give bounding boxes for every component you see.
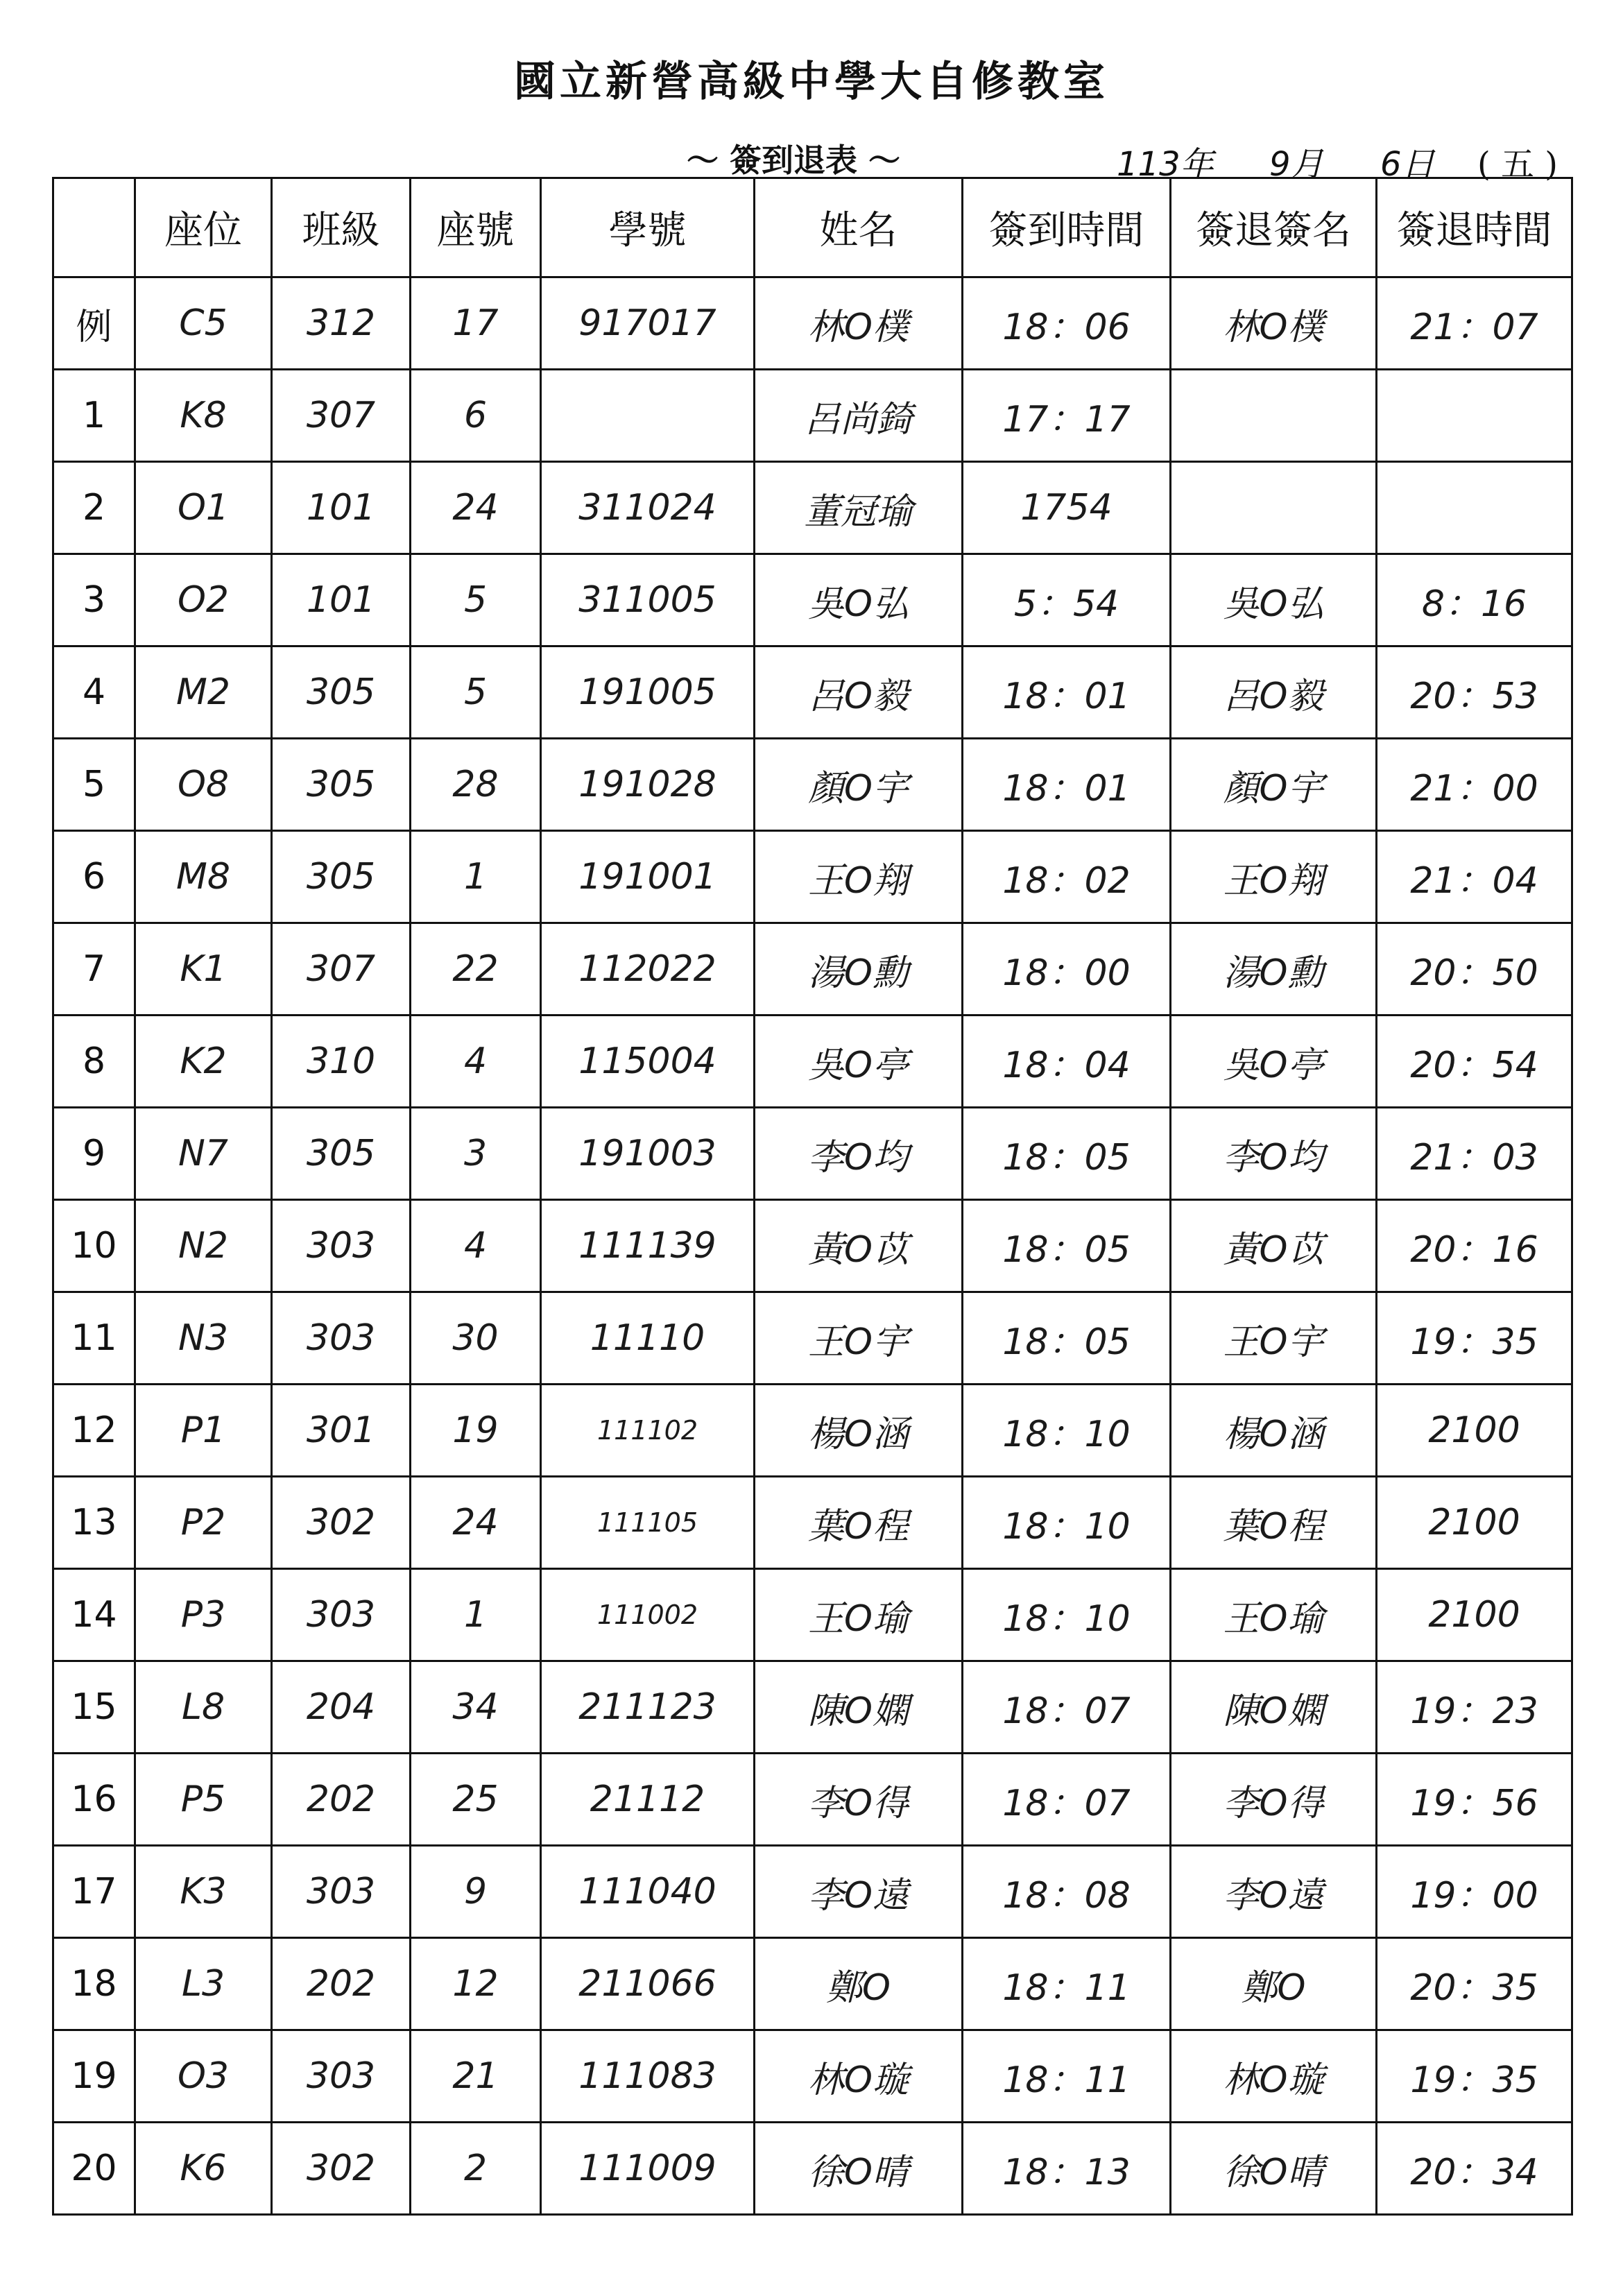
student-id-cell: 191005: [541, 646, 755, 739]
name-cell: 王O宇: [755, 1292, 963, 1385]
class-cell: 101: [272, 554, 411, 646]
sign-in-time-cell: 18：02: [963, 831, 1171, 923]
row-index: 14: [53, 1569, 135, 1661]
row-index: 1: [53, 370, 135, 462]
col-header-student-id: 學號: [541, 178, 755, 277]
row-index: 16: [53, 1754, 135, 1846]
sign-out-time-cell: 20：54: [1377, 1016, 1572, 1108]
student-id-cell: 11110: [541, 1292, 755, 1385]
row-index: 8: [53, 1016, 135, 1108]
row-index: 3: [53, 554, 135, 646]
student-id-cell: 311024: [541, 462, 755, 554]
seat-number-cell: 24: [411, 462, 541, 554]
name-cell: 李O均: [755, 1108, 963, 1200]
col-header-index: [53, 178, 135, 277]
sign-out-time-cell: 20：50: [1377, 923, 1572, 1016]
sign-out-signature-cell: 呂O毅: [1171, 646, 1377, 739]
sign-out-signature-cell: 顏O宇: [1171, 739, 1377, 831]
sign-out-time-cell: 19：56: [1377, 1754, 1572, 1846]
class-cell: 303: [272, 1292, 411, 1385]
seat-number-cell: 34: [411, 1661, 541, 1754]
seat-number-cell: 9: [411, 1846, 541, 1938]
seat-cell: K2: [135, 1016, 272, 1108]
sign-out-time-cell: 8：16: [1377, 554, 1572, 646]
class-cell: 305: [272, 646, 411, 739]
sign-in-time-cell: 18：10: [963, 1477, 1171, 1569]
page-subtitle: ～ 簽到退表 ～: [687, 142, 901, 179]
name-cell: 林O樸: [755, 277, 963, 370]
name-cell: 黃O苡: [755, 1200, 963, 1292]
sign-out-time-cell: 19：35: [1377, 2030, 1572, 2123]
class-cell: 307: [272, 923, 411, 1016]
sign-in-time-cell: 18：07: [963, 1754, 1171, 1846]
name-cell: 徐O晴: [755, 2123, 963, 2215]
student-id-cell: 111040: [541, 1846, 755, 1938]
sign-in-time-cell: 17：17: [963, 370, 1171, 462]
seat-number-cell: 1: [411, 1569, 541, 1661]
sign-in-time-cell: 18：05: [963, 1200, 1171, 1292]
sign-in-time-cell: 18：04: [963, 1016, 1171, 1108]
name-cell: 呂O毅: [755, 646, 963, 739]
row-index: 2: [53, 462, 135, 554]
sign-in-time-cell: 18：08: [963, 1846, 1171, 1938]
date-weekday: ( 五 ): [1477, 145, 1558, 184]
seat-cell: K6: [135, 2123, 272, 2215]
sign-out-signature-cell: 黃O苡: [1171, 1200, 1377, 1292]
seat-cell: N3: [135, 1292, 272, 1385]
sign-out-signature-cell: 李O得: [1171, 1754, 1377, 1846]
sign-in-time-cell: 18：00: [963, 923, 1171, 1016]
sign-out-time-cell: 2100: [1377, 1477, 1572, 1569]
date-day: 6日: [1380, 145, 1435, 184]
date-year: 113年: [1117, 145, 1214, 184]
student-id-cell: 111102: [541, 1385, 755, 1477]
class-cell: 303: [272, 1569, 411, 1661]
sign-in-time-cell: 18：11: [963, 2030, 1171, 2123]
seat-number-cell: 19: [411, 1385, 541, 1477]
class-cell: 307: [272, 370, 411, 462]
sign-in-time-cell: 18：10: [963, 1569, 1171, 1661]
table-row: [53, 1016, 1572, 1108]
seat-number-cell: 4: [411, 1200, 541, 1292]
seat-number-cell: 24: [411, 1477, 541, 1569]
col-header-name: 姓名: [755, 178, 963, 277]
header-row: [53, 178, 1572, 277]
sign-out-time-cell: 21：07: [1377, 277, 1572, 370]
table-row: [53, 2123, 1572, 2215]
class-cell: 303: [272, 1200, 411, 1292]
seat-number-cell: 22: [411, 923, 541, 1016]
sign-in-time-cell: 5：54: [963, 554, 1171, 646]
row-index: 12: [53, 1385, 135, 1477]
seat-cell: L3: [135, 1938, 272, 2030]
student-id-cell: 311005: [541, 554, 755, 646]
name-cell: 王O瑜: [755, 1569, 963, 1661]
sign-out-time-cell: 19：00: [1377, 1846, 1572, 1938]
seat-number-cell: 6: [411, 370, 541, 462]
sign-out-time-cell: [1377, 462, 1572, 554]
seat-cell: K8: [135, 370, 272, 462]
name-cell: 李O得: [755, 1754, 963, 1846]
name-cell: 湯O勳: [755, 923, 963, 1016]
seat-cell: K1: [135, 923, 272, 1016]
row-index: 11: [53, 1292, 135, 1385]
table-row: [53, 1292, 1572, 1385]
class-cell: 305: [272, 1108, 411, 1200]
sign-in-time-cell: 18：07: [963, 1661, 1171, 1754]
col-header-class: 班級: [272, 178, 411, 277]
student-id-cell: 111083: [541, 2030, 755, 2123]
sign-out-time-cell: 2100: [1377, 1385, 1572, 1477]
col-header-sign-in-time: 簽到時間: [963, 178, 1171, 277]
seat-cell: M8: [135, 831, 272, 923]
name-cell: 林O璇: [755, 2030, 963, 2123]
class-cell: 305: [272, 831, 411, 923]
table-row: [53, 923, 1572, 1016]
sign-out-signature-cell: 湯O勳: [1171, 923, 1377, 1016]
seat-cell: O3: [135, 2030, 272, 2123]
table-row: [53, 1569, 1572, 1661]
sign-in-time-cell: 1754: [963, 462, 1171, 554]
student-id-cell: 211123: [541, 1661, 755, 1754]
seat-number-cell: 5: [411, 646, 541, 739]
student-id-cell: 191003: [541, 1108, 755, 1200]
name-cell: 陳O嫻: [755, 1661, 963, 1754]
row-index: 15: [53, 1661, 135, 1754]
sign-out-time-cell: 19：35: [1377, 1292, 1572, 1385]
table-row: [53, 1108, 1572, 1200]
name-cell: 吳O亭: [755, 1016, 963, 1108]
table-row: [53, 1661, 1572, 1754]
student-id-cell: 111105: [541, 1477, 755, 1569]
seat-number-cell: 21: [411, 2030, 541, 2123]
name-cell: 呂尚錡: [755, 370, 963, 462]
table-row: [53, 1846, 1572, 1938]
seat-cell: O2: [135, 554, 272, 646]
sign-in-time-cell: 18：13: [963, 2123, 1171, 2215]
sign-out-time-cell: 20：53: [1377, 646, 1572, 739]
row-index: 6: [53, 831, 135, 923]
row-index: 13: [53, 1477, 135, 1569]
class-cell: 302: [272, 1477, 411, 1569]
class-cell: 312: [272, 277, 411, 370]
sign-out-signature-cell: 王O宇: [1171, 1292, 1377, 1385]
sign-in-time-cell: 18：01: [963, 739, 1171, 831]
table-row: [53, 1385, 1572, 1477]
row-index: 19: [53, 2030, 135, 2123]
sign-out-signature-cell: 徐O晴: [1171, 2123, 1377, 2215]
name-cell: 顏O宇: [755, 739, 963, 831]
sign-out-signature-cell: 李O均: [1171, 1108, 1377, 1200]
table-row: [53, 646, 1572, 739]
seat-cell: K3: [135, 1846, 272, 1938]
sign-out-signature-cell: 林O樸: [1171, 277, 1377, 370]
name-cell: 王O翔: [755, 831, 963, 923]
table-row: [53, 739, 1572, 831]
student-id-cell: 111002: [541, 1569, 755, 1661]
seat-number-cell: 30: [411, 1292, 541, 1385]
sign-in-time-cell: 18：05: [963, 1292, 1171, 1385]
sign-in-time-cell: 18：01: [963, 646, 1171, 739]
sign-out-signature-cell: 王O翔: [1171, 831, 1377, 923]
col-header-seat-number: 座號: [411, 178, 541, 277]
seat-number-cell: 5: [411, 554, 541, 646]
seat-cell: O1: [135, 462, 272, 554]
seat-number-cell: 3: [411, 1108, 541, 1200]
class-cell: 101: [272, 462, 411, 554]
sign-out-signature-cell: [1171, 462, 1377, 554]
student-id-cell: 917017: [541, 277, 755, 370]
sign-out-time-cell: 21：04: [1377, 831, 1572, 923]
table-row: [53, 2030, 1572, 2123]
seat-cell: M2: [135, 646, 272, 739]
sign-out-time-cell: 19：23: [1377, 1661, 1572, 1754]
student-id-cell: 115004: [541, 1016, 755, 1108]
row-index: 10: [53, 1200, 135, 1292]
sign-out-time-cell: 21：03: [1377, 1108, 1572, 1200]
sign-out-signature-cell: 王O瑜: [1171, 1569, 1377, 1661]
col-header-sign-out-time: 簽退時間: [1377, 178, 1572, 277]
sign-out-time-cell: 2100: [1377, 1569, 1572, 1661]
date-month: 9月: [1269, 145, 1324, 184]
class-cell: 301: [272, 1385, 411, 1477]
sign-out-signature-cell: 陳O嫻: [1171, 1661, 1377, 1754]
row-index: 17: [53, 1846, 135, 1938]
table-row: [53, 462, 1572, 554]
class-cell: 305: [272, 739, 411, 831]
seat-cell: P2: [135, 1477, 272, 1569]
sign-out-signature-cell: 吳O弘: [1171, 554, 1377, 646]
sign-out-signature-cell: 吳O亭: [1171, 1016, 1377, 1108]
class-cell: 303: [272, 1846, 411, 1938]
sign-out-time-cell: 20：35: [1377, 1938, 1572, 2030]
table-row: [53, 1200, 1572, 1292]
seat-cell: N2: [135, 1200, 272, 1292]
sign-out-time-cell: [1377, 370, 1572, 462]
col-header-sign-out-signature: 簽退簽名: [1171, 178, 1377, 277]
row-index: 例: [53, 277, 135, 370]
name-cell: 吳O弘: [755, 554, 963, 646]
sign-in-time-cell: 18：06: [963, 277, 1171, 370]
student-id-cell: 191001: [541, 831, 755, 923]
name-cell: 李O遠: [755, 1846, 963, 1938]
seat-number-cell: 1: [411, 831, 541, 923]
seat-cell: P5: [135, 1754, 272, 1846]
sign-out-time-cell: 20：16: [1377, 1200, 1572, 1292]
row-index: 20: [53, 2123, 135, 2215]
seat-cell: C5: [135, 277, 272, 370]
table-row: [53, 554, 1572, 646]
row-index: 7: [53, 923, 135, 1016]
table-row: [53, 1754, 1572, 1846]
sign-out-time-cell: 20：34: [1377, 2123, 1572, 2215]
seat-number-cell: 17: [411, 277, 541, 370]
sign-out-signature-cell: [1171, 370, 1377, 462]
student-id-cell: 111009: [541, 2123, 755, 2215]
seat-cell: P1: [135, 1385, 272, 1477]
seat-cell: L8: [135, 1661, 272, 1754]
table-row: [53, 1938, 1572, 2030]
sign-out-signature-cell: 楊O涵: [1171, 1385, 1377, 1477]
student-id-cell: 112022: [541, 923, 755, 1016]
seat-number-cell: 28: [411, 739, 541, 831]
class-cell: 302: [272, 2123, 411, 2215]
table-row: [53, 1477, 1572, 1569]
seat-cell: O8: [135, 739, 272, 831]
student-id-cell: 21112: [541, 1754, 755, 1846]
student-id-cell: 211066: [541, 1938, 755, 2030]
seat-number-cell: 2: [411, 2123, 541, 2215]
seat-cell: P3: [135, 1569, 272, 1661]
name-cell: 楊O涵: [755, 1385, 963, 1477]
class-cell: 202: [272, 1754, 411, 1846]
table-row: [53, 277, 1572, 370]
sign-in-time-cell: 18：10: [963, 1385, 1171, 1477]
student-id-cell: [541, 370, 755, 462]
sign-out-time-cell: 21：00: [1377, 739, 1572, 831]
col-header-seat: 座位: [135, 178, 272, 277]
name-cell: 葉O程: [755, 1477, 963, 1569]
sign-in-time-cell: 18：05: [963, 1108, 1171, 1200]
row-index: 5: [53, 739, 135, 831]
student-id-cell: 111139: [541, 1200, 755, 1292]
sign-in-time-cell: 18：11: [963, 1938, 1171, 2030]
seat-cell: N7: [135, 1108, 272, 1200]
class-cell: 204: [272, 1661, 411, 1754]
sign-out-signature-cell: 林O璇: [1171, 2030, 1377, 2123]
class-cell: 303: [272, 2030, 411, 2123]
seat-number-cell: 12: [411, 1938, 541, 2030]
page-title: 國立新營高級中學大自修教室: [514, 58, 1109, 106]
sign-out-signature-cell: 葉O程: [1171, 1477, 1377, 1569]
row-index: 9: [53, 1108, 135, 1200]
name-cell: 鄭O: [755, 1938, 963, 2030]
row-index: 18: [53, 1938, 135, 2030]
class-cell: 310: [272, 1016, 411, 1108]
table-row: [53, 370, 1572, 462]
sign-out-signature-cell: 李O遠: [1171, 1846, 1377, 1938]
row-index: 4: [53, 646, 135, 739]
class-cell: 202: [272, 1938, 411, 2030]
name-cell: 董冠瑜: [755, 462, 963, 554]
seat-number-cell: 25: [411, 1754, 541, 1846]
sign-in-out-table: [52, 177, 1573, 2216]
table-row: [53, 831, 1572, 923]
seat-number-cell: 4: [411, 1016, 541, 1108]
student-id-cell: 191028: [541, 739, 755, 831]
sign-out-signature-cell: 鄭O: [1171, 1938, 1377, 2030]
